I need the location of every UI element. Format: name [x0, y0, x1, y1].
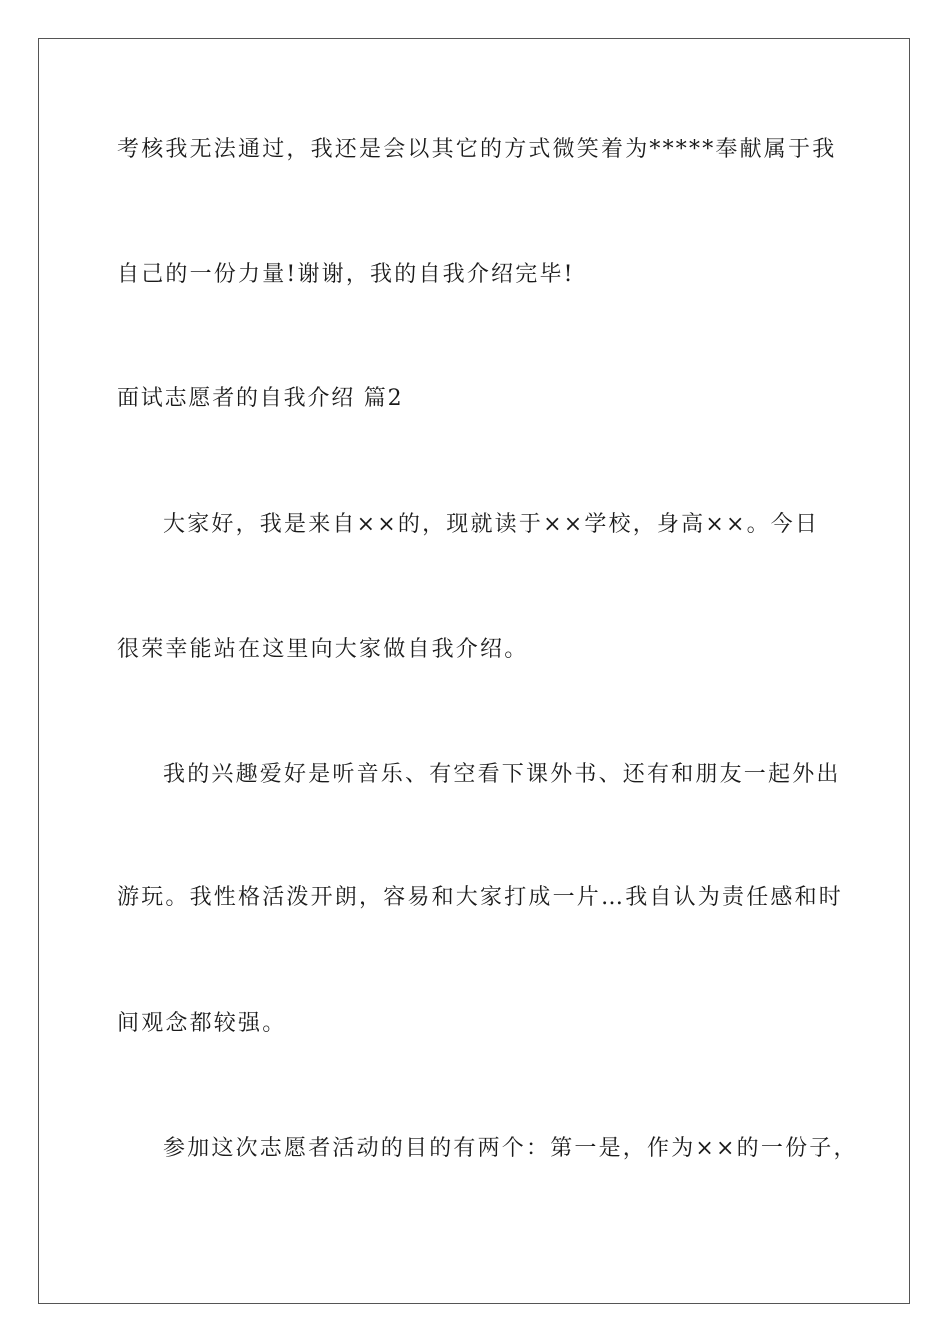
paragraph-1-line-1: 考核我无法通过，我还是会以其它的方式微笑着为*****奉献属于我 — [117, 137, 837, 162]
paragraph-4-line-1: 参加这次志愿者活动的目的有两个：第一是，作为××的一份子， — [163, 1136, 858, 1161]
section-heading: 面试志愿者的自我介绍 篇2 — [117, 386, 404, 411]
paragraph-2-line-1: 大家好，我是来自××的，现就读于××学校，身高××。今日 — [163, 512, 820, 537]
paragraph-1-line-2: 自己的一份力量!谢谢，我的自我介绍完毕! — [117, 262, 575, 287]
paragraph-2-line-2: 很荣幸能站在这里向大家做自我介绍。 — [117, 637, 529, 662]
paragraph-3-line-1: 我的兴趣爱好是听音乐、有空看下课外书、还有和朋友一起外出 — [163, 762, 841, 787]
paragraph-3-line-2: 游玩。我性格活泼开朗，容易和大家打成一片…我自认为责任感和时 — [117, 885, 844, 910]
paragraph-3-line-3: 间观念都较强。 — [117, 1011, 287, 1036]
page-border — [38, 38, 910, 1304]
